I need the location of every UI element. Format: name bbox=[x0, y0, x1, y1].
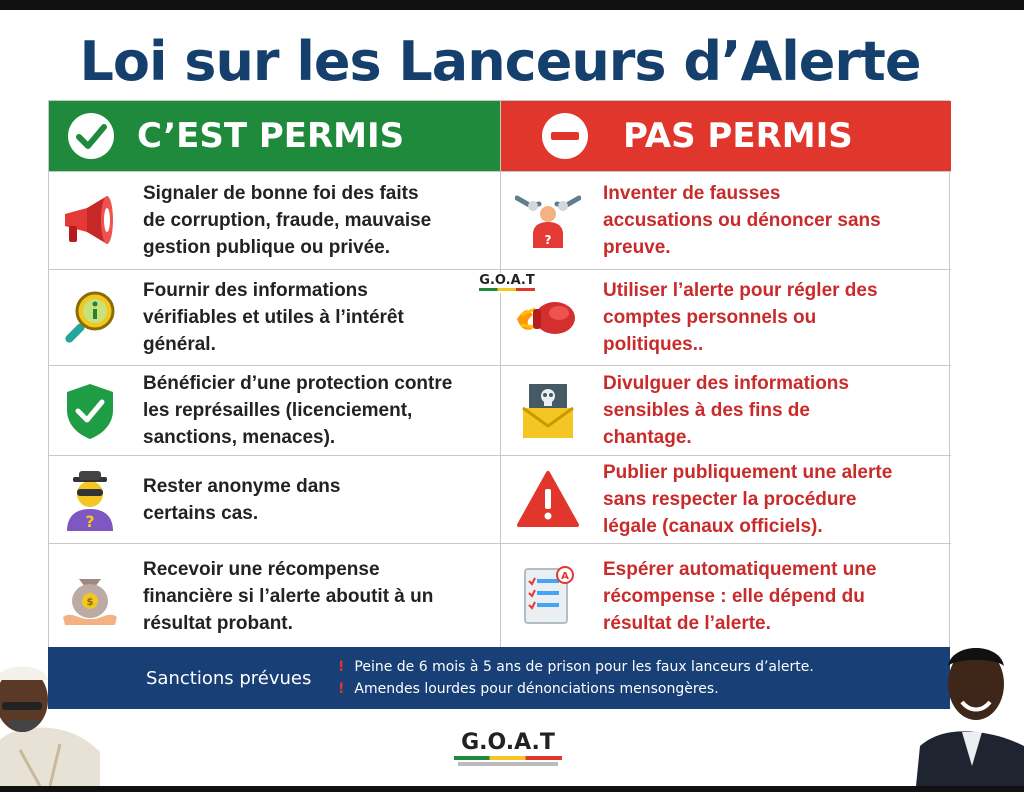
forbidden-item bbox=[501, 269, 951, 365]
comparison-table bbox=[48, 100, 950, 648]
goat-watermark-text: G.O.A.T bbox=[479, 273, 535, 288]
permitted-item-text: Rester anonyme dans certains cas. bbox=[143, 475, 341, 524]
checklist-icon bbox=[515, 563, 581, 629]
permitted-item bbox=[49, 269, 500, 365]
svg-text:$: $ bbox=[86, 597, 94, 608]
forbidden-item-text: Espérer automatiquement une récompense : elle dépend du résultat de l’alerte. bbox=[603, 558, 877, 634]
sanctions-item: ! Peine de 6 mois à 5 ans de prison pour les faux lanceurs d’alerte. bbox=[338, 656, 814, 678]
warning-triangle-icon bbox=[515, 467, 581, 533]
forbidden-item-text: Inventer de fausses accusations ou dénoncer sans preuve. bbox=[603, 183, 881, 258]
shield-check-icon bbox=[57, 378, 123, 444]
portrait-left-image bbox=[0, 640, 100, 786]
goat-logo-subtitle-line bbox=[458, 762, 558, 766]
forbidden-item-text: Publier publiquement une alerte sans respecter la procédure légale (canaux officiels). bbox=[603, 462, 893, 537]
goat-watermark bbox=[471, 273, 543, 293]
portrait-right-image bbox=[916, 636, 1024, 786]
skull-envelope-icon bbox=[515, 378, 581, 444]
forbidden-item-text: Utiliser l’alerte pour régler des comptes personnels ou politiques.. bbox=[603, 280, 878, 355]
pointing-accusation-icon bbox=[515, 188, 581, 254]
permitted-item bbox=[49, 455, 500, 543]
goat-watermark-stripe bbox=[479, 288, 535, 291]
svg-text:?: ? bbox=[85, 511, 95, 531]
forbidden-item-text: Divulguer des informations sensibles à des fins de chantage. bbox=[603, 373, 849, 448]
permitted-item-text: Signaler de bonne foi des faits de corruption, fraude, mauvaise gestion publique ou privée. bbox=[143, 183, 432, 258]
permitted-item-text: Fournir des informations vérifiables et utiles à l’intérêt général. bbox=[143, 280, 404, 355]
svg-text:?: ? bbox=[544, 232, 552, 247]
infographic bbox=[0, 10, 1024, 786]
anonymous-person-icon bbox=[57, 467, 123, 533]
sanctions-item: ! Amendes lourdes pour dénonciations mensongères. bbox=[338, 678, 814, 700]
forbidden-item bbox=[501, 365, 951, 455]
boxing-glove-icon bbox=[515, 285, 581, 351]
sanctions-list bbox=[338, 656, 814, 700]
permitted-item-text: Recevoir une récompense financière si l’alerte aboutit à un résultat probant. bbox=[143, 558, 434, 634]
permitted-item bbox=[49, 365, 500, 455]
megaphone-icon bbox=[57, 188, 123, 254]
goat-logo-stripe bbox=[454, 756, 562, 760]
check-circle-icon bbox=[67, 112, 115, 160]
forbidden-column bbox=[500, 101, 951, 649]
money-bag-icon bbox=[57, 563, 123, 629]
svg-text:A: A bbox=[561, 571, 569, 582]
permitted-column bbox=[49, 101, 500, 649]
permitted-header bbox=[49, 101, 500, 171]
forbidden-item bbox=[501, 171, 951, 269]
goat-logo bbox=[448, 730, 568, 766]
permitted-item bbox=[49, 171, 500, 269]
goat-logo-text: G.O.A.T bbox=[461, 730, 555, 755]
forbidden-header bbox=[501, 101, 951, 171]
page-title: Loi sur les Lanceurs d’Alerte bbox=[79, 30, 921, 93]
forbidden-item bbox=[501, 543, 951, 648]
forbidden-header-label: PAS PERMIS bbox=[623, 116, 853, 156]
forbidden-item bbox=[501, 455, 951, 543]
permitted-item-text: Bénéficier d’une protection contre les représailles (licenciement, sanctions, menaces). bbox=[143, 373, 453, 448]
magnifier-info-icon bbox=[57, 285, 123, 351]
sanctions-banner bbox=[48, 647, 950, 709]
sanctions-label: Sanctions prévues bbox=[146, 667, 312, 689]
no-entry-icon bbox=[541, 112, 589, 160]
permitted-item bbox=[49, 543, 500, 648]
permitted-header-label: C’EST PERMIS bbox=[137, 116, 405, 156]
